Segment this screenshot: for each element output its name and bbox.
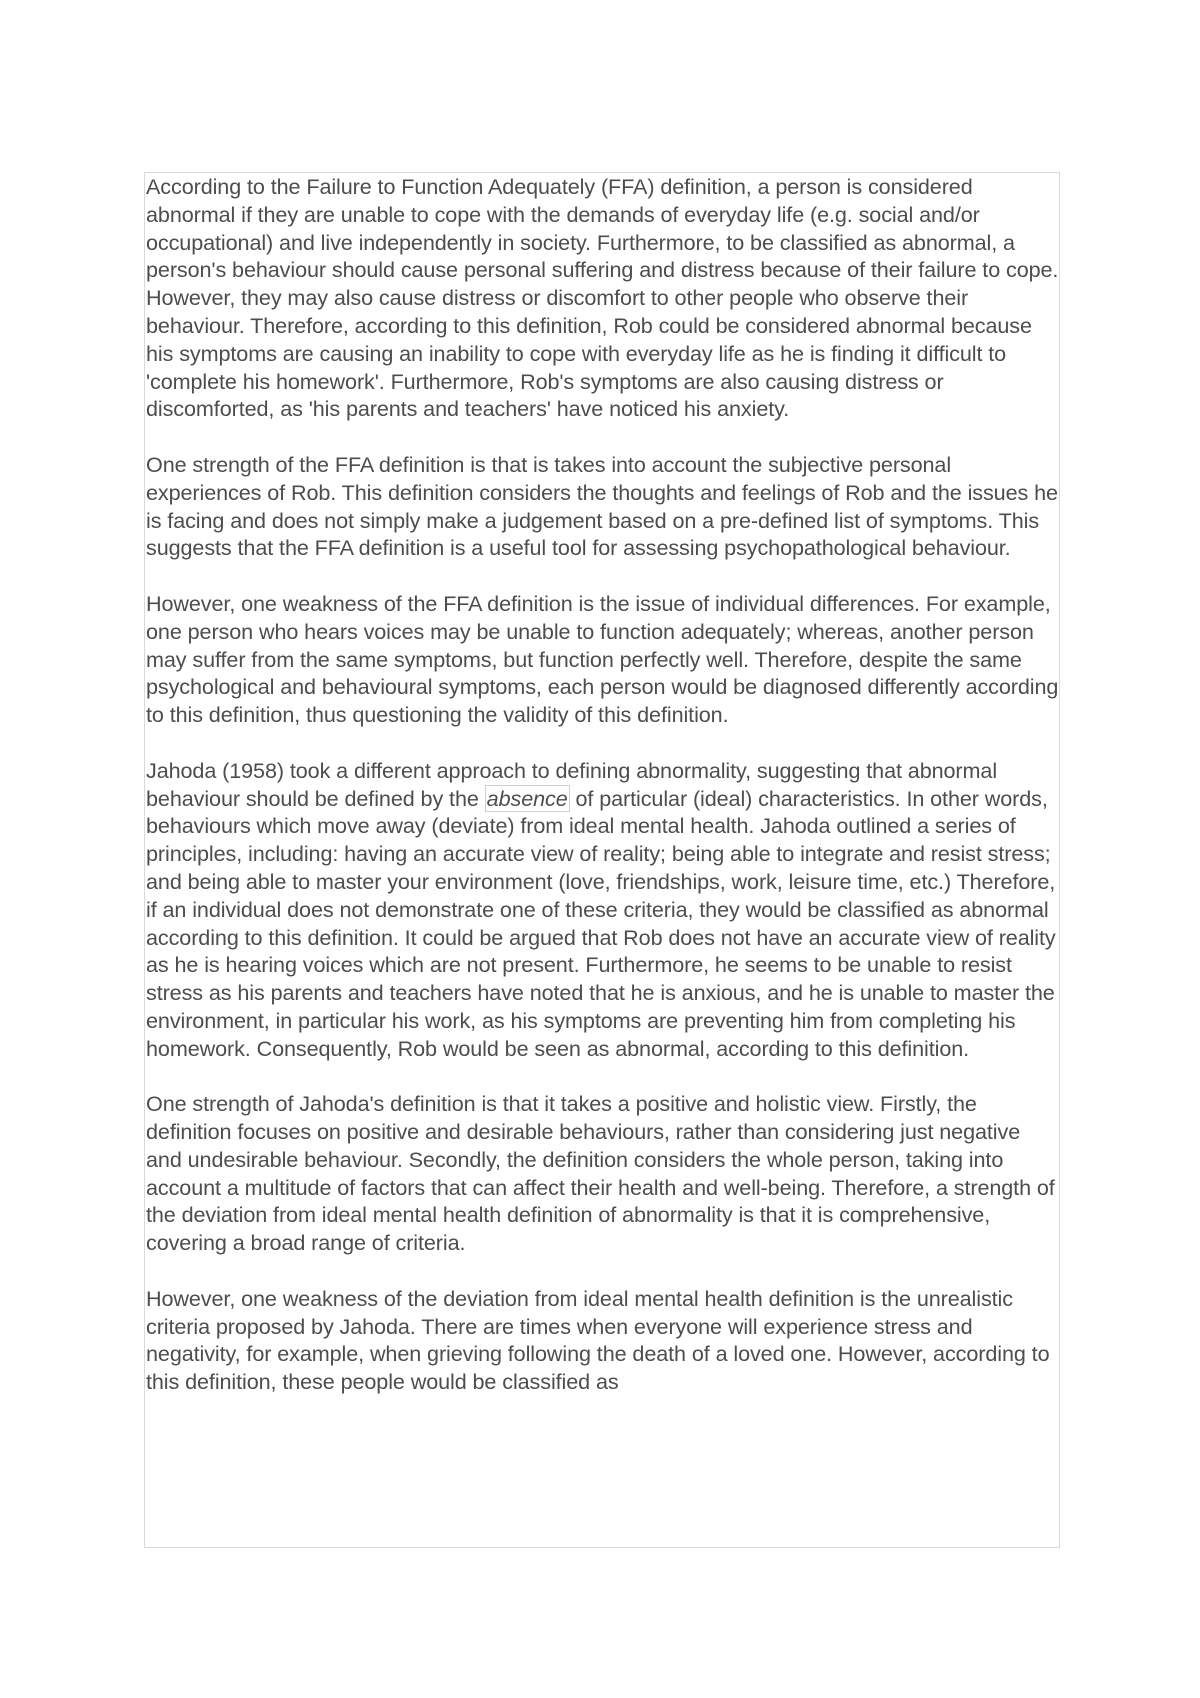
paragraph-ffa-definition: According to the Failure to Function Adequately (FFA) definition, a person is considered abnormal if they are unable to cope with the demands of everyday life (e.g. social and/or occupational) and live independently in society. Furthermore, to be classified as abnormal, a person's behaviour should cause personal suffering and distress because of their failure to cope. However, they may also cause distress or discomfort to other people who observe their behaviour. Therefore, according to this definition, Rob could be considered abnormal because his symptoms are causing an inability to cope with everyday life as he is finding it difficult to 'complete his homework'. Furthermore, Rob's symptoms are also causing distress or discomforted, as 'his parents and teachers' have noticed his anxiety. [146, 174, 1059, 422]
paragraph-text-after-emphasis: of particular (ideal) characteristics. In other words, behaviours which move away (deviate) from ideal mental health. Jahoda outlined a series of principles, including: having an accurate view of reality; being able to integrate and resist stress; and being able to master your environment (love, friendships, work, leisure time, etc.) Therefore, if an individual does not demonstrate one of these criteria, they would be classified as abnormal according to this definition. It could be argued that Rob does not have an accurate view of reality as he is hearing voices which are not present. Furthermore, he seems to be unable to resist stress as his parents and teachers have noted that he is anxious, and he is unable to master the environment, in particular his work, as his symptoms are preventing him from completing his homework. Consequently, Rob would be seen as abnormal, according to this definition. [146, 785, 1056, 1061]
paragraph-text-before-emphasis: Jahoda (1958) took a different approach to defining abnormality, suggesting that abnormal behaviour should be defined by the [146, 757, 998, 811]
paragraph-jahoda-definition [146, 757, 1059, 1063]
paragraph-jahoda-weakness: However, one weakness of the deviation from ideal mental health definition is the unrealistic criteria proposed by Jahoda. There are times when everyone will experience stress and negativity, for example, when grieving following the death of a loved one. However, according to this definition, these people would be classified as [146, 1285, 1050, 1395]
paragraph-ffa-weakness: However, one weakness of the FFA definition is the issue of individual differences. For example, one person who hears voices may be unable to function adequately; whereas, another person may suffer from the same symptoms, but function perfectly well. Therefore, despite the same psychological and behavioural symptoms, each person would be diagnosed differently according to this definition, thus questioning the validity of this definition. [146, 590, 1059, 728]
document-body [145, 173, 1059, 1396]
text-box [144, 172, 1060, 1548]
paragraph-ffa-strength: One strength of the FFA definition is that is takes into account the subjective personal experiences of Rob. This definition considers the thoughts and feelings of Rob and the issues he is facing and does not simply make a judgement based on a pre-defined list of symptoms. This suggests that the FFA definition is a useful tool for assessing psychopathological behaviour. [146, 451, 1058, 561]
emphasized-word-absence: absence [486, 785, 568, 811]
paragraph-jahoda-strength: One strength of Jahoda's definition is that it takes a positive and holistic view. Firstly, the definition focuses on positive and desirable behaviours, rather than considering just negative and undesirable behaviour. Secondly, the definition considers the whole person, taking into account a multitude of factors that can affect their health and well-being. Therefore, a strength of the deviation from ideal mental health definition of abnormality is that it is comprehensive, covering a broad range of criteria. [146, 1091, 1055, 1256]
